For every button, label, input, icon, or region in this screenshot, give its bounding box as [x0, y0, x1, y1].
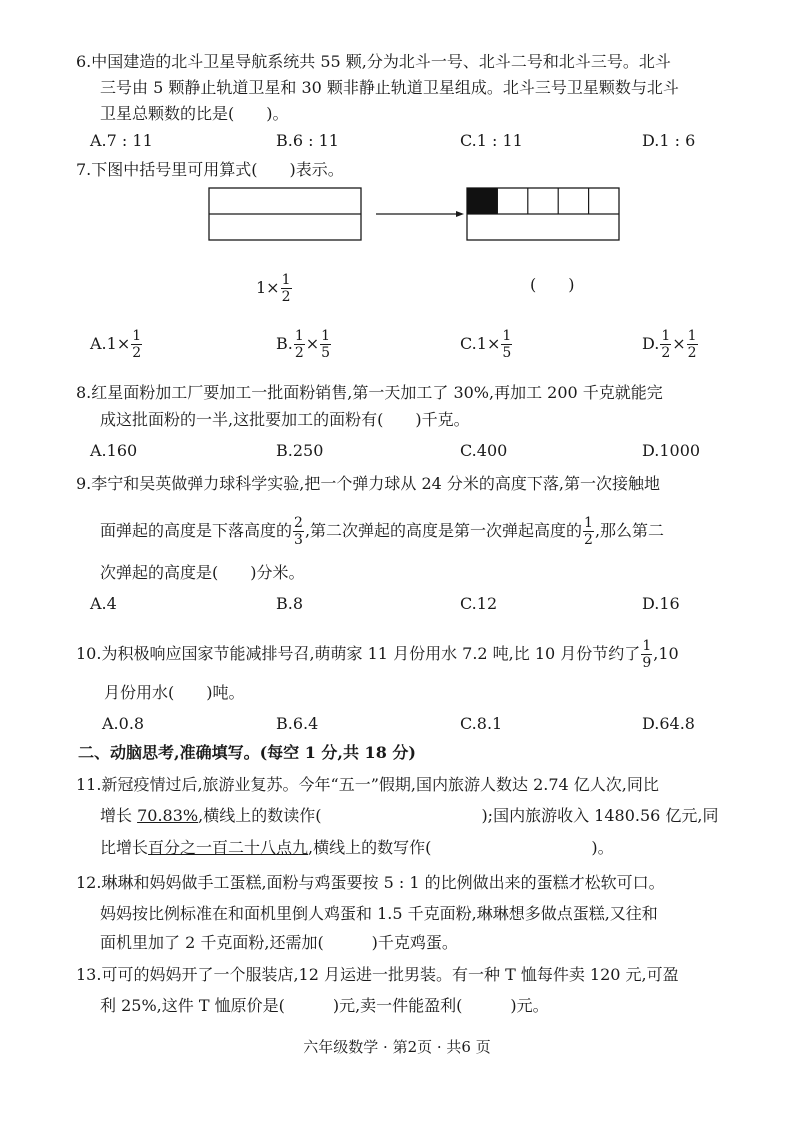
q7-option-b-fraction-1 — [294, 328, 305, 361]
fraction-denominator: 3 — [294, 532, 303, 548]
q8-option-b: B.250 — [276, 441, 324, 460]
q6-line1: 6.中国建造的北斗卫星导航系统共 55 颗,分为北斗一号、北斗二号和北斗三号。北斗 — [76, 52, 671, 71]
q12-line3: 面机里加了 2 千克面粉,还需加( )千克鸡蛋。 — [100, 933, 458, 952]
q7-left-label — [256, 272, 293, 305]
q12-line2: 妈妈按比例标准在和面机里倒人鸡蛋和 1.5 千克面粉,琳琳想多做点蛋糕,又往和 — [100, 904, 658, 923]
q7-diagram — [200, 182, 630, 246]
q10-option-b: B.6.4 — [276, 714, 319, 733]
q11-line3-part-b: ,横线上的数写作( )。 — [308, 838, 614, 857]
q8-line2: 成这批面粉的一半,这批要加工的面粉有( )千克。 — [100, 410, 470, 429]
q7-shaded-cell — [467, 188, 497, 214]
fraction-numerator: 1 — [687, 328, 697, 344]
fraction-numerator: 1 — [584, 515, 593, 531]
q9-line2 — [100, 515, 664, 548]
q11-line2 — [100, 806, 719, 826]
q11-underlined-number: 70.83% — [137, 806, 199, 825]
fraction-numerator: 1 — [281, 272, 291, 288]
q7-option-a-prefix: A.1× — [90, 334, 131, 353]
q7-option-c-fraction — [501, 328, 512, 361]
q10-option-c: C.8.1 — [460, 714, 503, 733]
fraction-numerator: 1 — [642, 638, 652, 654]
q7-option-d-fraction-2 — [687, 328, 698, 361]
q7-option-d-prefix: D. — [642, 334, 660, 353]
q9-line3: 次弹起的高度是( )分米。 — [100, 563, 305, 582]
fraction-denominator: 2 — [687, 345, 697, 361]
fraction-numerator: 2 — [294, 515, 303, 531]
q10-option-a: A.0.8 — [102, 714, 145, 733]
q6-option-a: A.7 : 11 — [90, 131, 153, 150]
q9-fraction-2-3 — [293, 515, 304, 548]
times-sign: × — [305, 334, 320, 353]
q11-line2-part-a: 增长 — [100, 806, 138, 825]
q9-line2-part-b: ,第二次弹起的高度是第一次弹起高度的 — [304, 521, 583, 540]
q13-line1: 13.可可的妈妈开了一个服装店,12 月运进一批男装。有一种 T 恤每件卖 120 元,可盈 — [76, 965, 679, 984]
q9-line2-part-a: 面弹起的高度是下落高度的 — [100, 521, 293, 540]
fraction-denominator: 2 — [132, 345, 142, 361]
fraction-denominator: 9 — [642, 655, 652, 671]
q7-option-d-fraction-1 — [660, 328, 671, 361]
fraction-numerator: 1 — [661, 328, 671, 344]
fraction-denominator: 2 — [281, 289, 291, 305]
q11-underlined-words: 百分之一百二十八点九 — [148, 838, 309, 857]
fraction-numerator: 1 — [132, 328, 142, 344]
q7-option-b-prefix: B. — [276, 334, 293, 353]
q9-option-a: A.4 — [90, 594, 117, 613]
q7-left-label-prefix: 1× — [256, 278, 280, 297]
q7-option-b-fraction-2 — [320, 328, 331, 361]
q9-option-c: C.12 — [460, 594, 498, 613]
q10-option-d: D.64.8 — [642, 714, 695, 733]
section-2-heading: 二、动脑思考,准确填写。(每空 1 分,共 18 分) — [78, 743, 416, 762]
fraction-denominator: 5 — [321, 345, 331, 361]
fraction-denominator: 2 — [584, 532, 593, 548]
q6-line3: 卫星总颗数的比是( )。 — [100, 104, 289, 123]
q7-option-c — [460, 328, 513, 361]
q7-option-a-fraction — [131, 328, 142, 361]
q8-option-c: C.400 — [460, 441, 508, 460]
q8-option-a: A.160 — [90, 441, 138, 460]
q6-option-d: D.1 : 6 — [642, 131, 696, 150]
fraction-numerator: 1 — [502, 328, 512, 344]
fraction-numerator: 1 — [294, 328, 304, 344]
q6-line2: 三号由 5 颗静止轨道卫星和 30 颗非静止轨道卫星组成。北斗三号卫星颗数与北斗 — [100, 78, 679, 97]
q10-line2: 月份用水( )吨。 — [104, 683, 245, 702]
q11-line2-part-b: ,横线上的数读作( );国内旅游收入 1480.56 亿元,同 — [198, 806, 719, 825]
q8-line1: 8.红星面粉加工厂要加工一批面粉销售,第一天加工了 30%,再加工 200 千克就能完 — [76, 383, 663, 402]
q7-arrow-head — [456, 211, 464, 217]
q10-line1-part-b: ,10 — [653, 644, 679, 663]
page-footer: 六年级数学 · 第2页 · 共6 页 — [303, 1038, 491, 1056]
q9-fraction-1-2 — [583, 515, 594, 548]
times-sign: × — [672, 334, 686, 353]
q7-left-label-fraction — [281, 272, 292, 305]
q7-option-a — [90, 328, 143, 361]
fraction-denominator: 2 — [294, 345, 304, 361]
q7-right-label: ( ) — [530, 275, 575, 294]
q12-line1: 12.琳琳和妈妈做手工蛋糕,面粉与鸡蛋要按 5 : 1 的比例做出来的蛋糕才松软可口。 — [76, 873, 665, 892]
q7-line1: 7.下图中括号里可用算式( )表示。 — [76, 160, 344, 179]
q10-fraction-1-9 — [641, 638, 652, 671]
q9-line1: 9.李宁和吴英做弹力球科学实验,把一个弹力球从 24 分米的高度下落,第一次接触地 — [76, 474, 660, 493]
q7-option-d — [642, 328, 699, 361]
q11-line1: 11.新冠疫情过后,旅游业复苏。今年“五一”假期,国内旅游人数达 2.74 亿人次,同比 — [76, 775, 659, 794]
fraction-numerator: 1 — [321, 328, 331, 344]
q7-option-b — [276, 328, 332, 361]
q9-line2-part-c: ,那么第二 — [594, 521, 665, 540]
q7-option-c-prefix: C.1× — [460, 334, 501, 353]
q10-line1-part-a: 10.为积极响应国家节能减排号召,萌萌家 11 月份用水 7.2 吨,比 10 月份节约了 — [76, 644, 641, 663]
fraction-denominator: 5 — [502, 345, 512, 361]
q9-option-b: B.8 — [276, 594, 304, 613]
q11-line3 — [100, 838, 614, 858]
fraction-denominator: 2 — [661, 345, 671, 361]
q9-option-d: D.16 — [642, 594, 680, 613]
q6-option-c: C.1 : 11 — [460, 131, 523, 150]
q11-line3-part-a: 比增长 — [100, 838, 149, 857]
q13-line2: 利 25%,这件 T 恤原价是( )元,卖一件能盈利( )元。 — [100, 996, 549, 1015]
q6-option-b: B.6 : 11 — [276, 131, 339, 150]
q8-option-d: D.1000 — [642, 441, 701, 460]
q10-line1 — [76, 638, 679, 671]
